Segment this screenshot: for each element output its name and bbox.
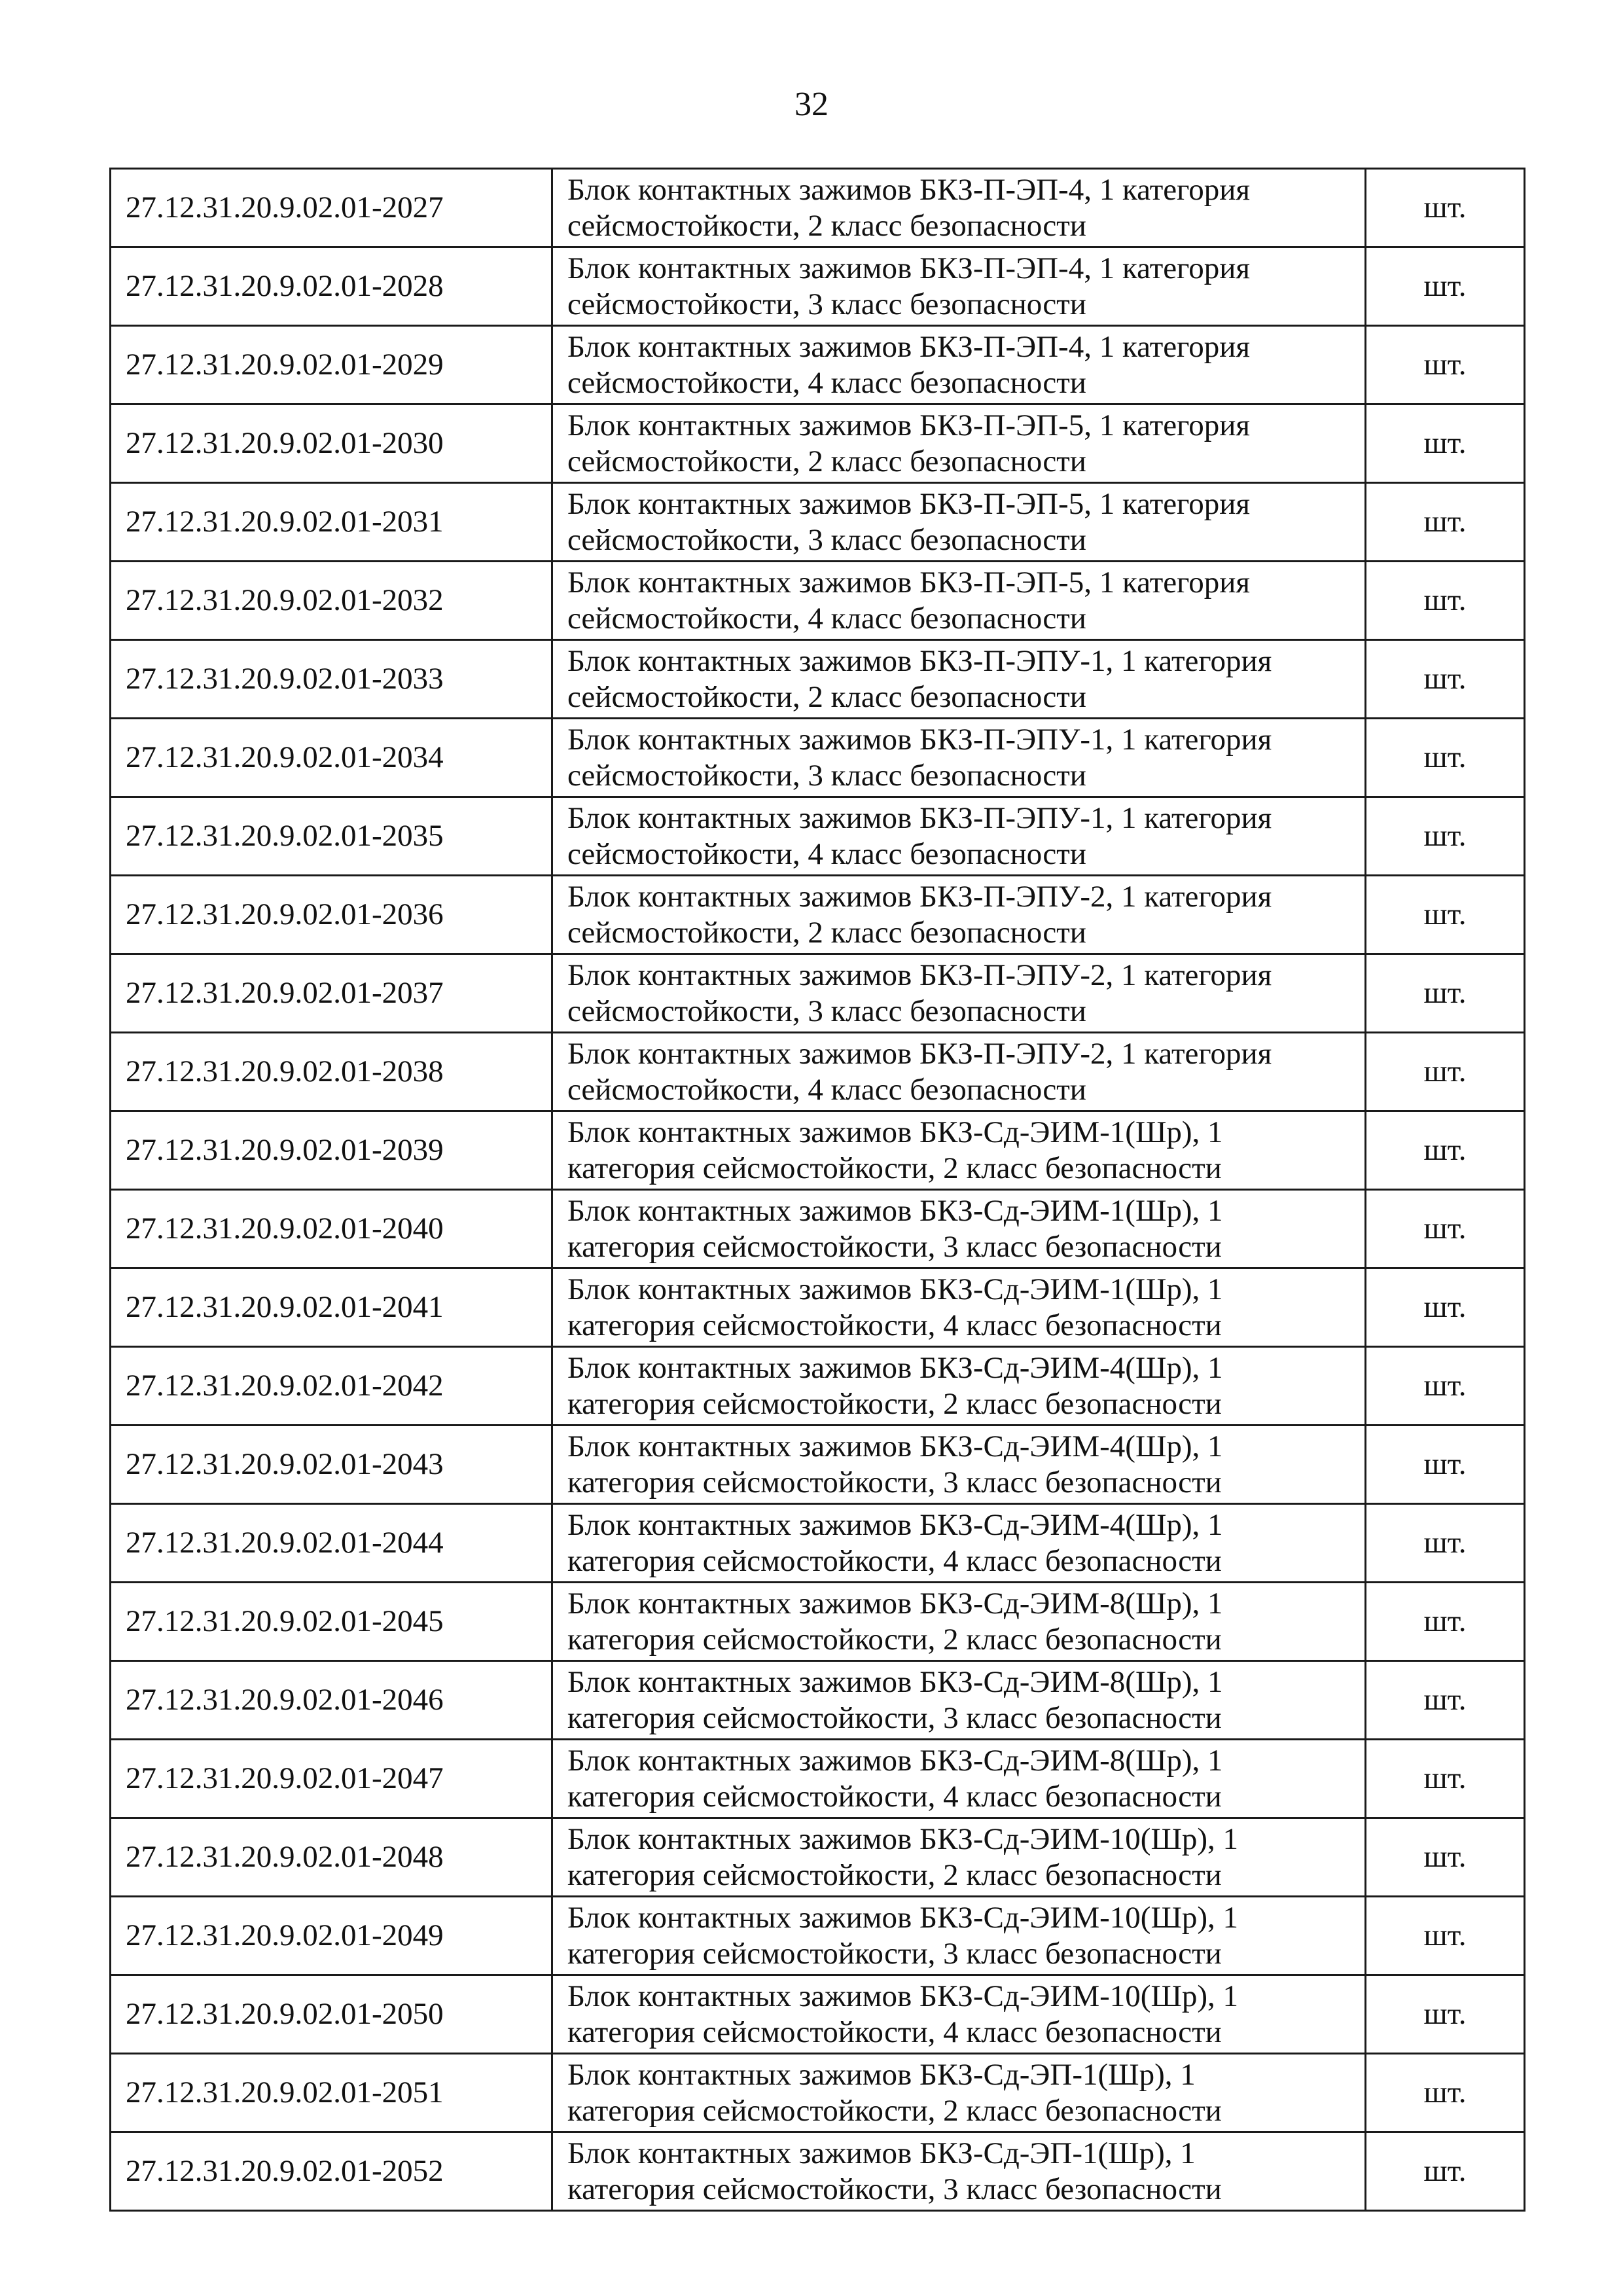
table-row xyxy=(111,1975,1525,2054)
unit-cell: шт. xyxy=(1366,876,1525,954)
name-line-1: Блок контактных зажимов БКЗ-П-ЭПУ-1, 1 категория xyxy=(567,800,1272,835)
code-cell: 27.12.31.20.9.02.01-2033 xyxy=(111,640,552,719)
unit-cell: шт. xyxy=(1366,1661,1525,1740)
name-line-2: категория сейсмостойкости, 2 класс безопасности xyxy=(567,1857,1222,1892)
name-line-2: категория сейсмостойкости, 3 класс безопасности xyxy=(567,1229,1222,1264)
code-cell: 27.12.31.20.9.02.01-2035 xyxy=(111,797,552,876)
name-line-1: Блок контактных зажимов БКЗ-П-ЭП-5, 1 категория xyxy=(567,408,1250,442)
name-line-2: категория сейсмостойкости, 2 класс безопасности xyxy=(567,1151,1222,1185)
name-line-1: Блок контактных зажимов БКЗ-Сд-ЭИМ-4(Шр), 1 xyxy=(567,1507,1223,1542)
table-row xyxy=(111,1426,1525,1504)
code-cell: 27.12.31.20.9.02.01-2039 xyxy=(111,1111,552,1190)
name-cell xyxy=(552,169,1366,247)
unit-cell: шт. xyxy=(1366,1740,1525,1818)
table-row xyxy=(111,1504,1525,1583)
name-line-2: категория сейсмостойкости, 2 класс безопасности xyxy=(567,1386,1222,1421)
name-cell xyxy=(552,1740,1366,1818)
code-cell: 27.12.31.20.9.02.01-2041 xyxy=(111,1268,552,1347)
name-cell xyxy=(552,247,1366,326)
name-line-2: категория сейсмостойкости, 4 класс безопасности xyxy=(567,1779,1222,1814)
code-cell: 27.12.31.20.9.02.01-2049 xyxy=(111,1897,552,1975)
name-cell xyxy=(552,954,1366,1033)
name-line-1: Блок контактных зажимов БКЗ-Сд-ЭИМ-10(Шр), 1 xyxy=(567,1821,1239,1856)
name-line-1: Блок контактных зажимов БКЗ-П-ЭП-4, 1 категория xyxy=(567,251,1250,285)
table-row xyxy=(111,562,1525,640)
unit-cell: шт. xyxy=(1366,1975,1525,2054)
name-cell xyxy=(552,1897,1366,1975)
table-row xyxy=(111,1661,1525,1740)
name-line-1: Блок контактных зажимов БКЗ-Сд-ЭП-1(Шр), 1 xyxy=(567,2057,1196,2092)
code-cell: 27.12.31.20.9.02.01-2029 xyxy=(111,326,552,404)
name-line-2: сейсмостойкости, 2 класс безопасности xyxy=(567,208,1086,243)
table-row xyxy=(111,1897,1525,1975)
name-line-2: категория сейсмостойкости, 2 класс безопасности xyxy=(567,2093,1222,2128)
code-cell: 27.12.31.20.9.02.01-2044 xyxy=(111,1504,552,1583)
name-line-2: категория сейсмостойкости, 2 класс безопасности xyxy=(567,1622,1222,1657)
name-cell xyxy=(552,2132,1366,2211)
table-body xyxy=(111,169,1525,2211)
name-line-1: Блок контактных зажимов БКЗ-Сд-ЭИМ-1(Шр), 1 xyxy=(567,1115,1223,1149)
unit-cell: шт. xyxy=(1366,247,1525,326)
table-row xyxy=(111,1818,1525,1897)
unit-cell: шт. xyxy=(1366,1268,1525,1347)
table-row xyxy=(111,1268,1525,1347)
name-line-1: Блок контактных зажимов БКЗ-Сд-ЭП-1(Шр), 1 xyxy=(567,2136,1196,2170)
name-line-1: Блок контактных зажимов БКЗ-П-ЭПУ-1, 1 категория xyxy=(567,722,1272,757)
code-cell: 27.12.31.20.9.02.01-2048 xyxy=(111,1818,552,1897)
code-cell: 27.12.31.20.9.02.01-2047 xyxy=(111,1740,552,1818)
table-row xyxy=(111,1111,1525,1190)
name-cell xyxy=(552,1504,1366,1583)
name-cell xyxy=(552,640,1366,719)
name-line-1: Блок контактных зажимов БКЗ-П-ЭП-4, 1 категория xyxy=(567,172,1250,207)
name-cell xyxy=(552,1818,1366,1897)
name-cell xyxy=(552,1583,1366,1661)
name-line-2: сейсмостойкости, 2 класс безопасности xyxy=(567,679,1086,714)
table-row xyxy=(111,1347,1525,1426)
unit-cell: шт. xyxy=(1366,404,1525,483)
code-cell: 27.12.31.20.9.02.01-2032 xyxy=(111,562,552,640)
table-row xyxy=(111,1033,1525,1111)
table-row xyxy=(111,1583,1525,1661)
name-line-1: Блок контактных зажимов БКЗ-П-ЭПУ-2, 1 категория xyxy=(567,958,1272,992)
name-line-2: сейсмостойкости, 3 класс безопасности xyxy=(567,287,1086,321)
code-cell: 27.12.31.20.9.02.01-2036 xyxy=(111,876,552,954)
name-line-2: категория сейсмостойкости, 3 класс безопасности xyxy=(567,1936,1222,1971)
name-line-2: категория сейсмостойкости, 4 класс безопасности xyxy=(567,1308,1222,1342)
name-line-2: сейсмостойкости, 4 класс безопасности xyxy=(567,601,1086,636)
name-line-1: Блок контактных зажимов БКЗ-П-ЭП-5, 1 категория xyxy=(567,486,1250,521)
name-line-1: Блок контактных зажимов БКЗ-Сд-ЭИМ-8(Шр), 1 xyxy=(567,1743,1223,1778)
unit-cell: шт. xyxy=(1366,2132,1525,2211)
name-line-2: категория сейсмостойкости, 4 класс безопасности xyxy=(567,1543,1222,1578)
unit-cell: шт. xyxy=(1366,1426,1525,1504)
unit-cell: шт. xyxy=(1366,2054,1525,2132)
table-row xyxy=(111,954,1525,1033)
page-number: 32 xyxy=(794,86,829,123)
table-row xyxy=(111,876,1525,954)
name-cell xyxy=(552,797,1366,876)
name-line-1: Блок контактных зажимов БКЗ-П-ЭП-5, 1 категория xyxy=(567,565,1250,600)
name-line-1: Блок контактных зажимов БКЗ-Сд-ЭИМ-8(Шр), 1 xyxy=(567,1664,1223,1699)
table-row xyxy=(111,797,1525,876)
unit-cell: шт. xyxy=(1366,1033,1525,1111)
name-line-1: Блок контактных зажимов БКЗ-Сд-ЭИМ-4(Шр), 1 xyxy=(567,1350,1223,1385)
unit-cell: шт. xyxy=(1366,954,1525,1033)
name-line-2: сейсмостойкости, 4 класс безопасности xyxy=(567,836,1086,871)
code-cell: 27.12.31.20.9.02.01-2051 xyxy=(111,2054,552,2132)
table-row xyxy=(111,247,1525,326)
code-cell: 27.12.31.20.9.02.01-2031 xyxy=(111,483,552,562)
name-line-2: сейсмостойкости, 3 класс безопасности xyxy=(567,522,1086,557)
unit-cell: шт. xyxy=(1366,169,1525,247)
unit-cell: шт. xyxy=(1366,1111,1525,1190)
name-line-2: категория сейсмостойкости, 4 класс безопасности xyxy=(567,2015,1222,2049)
code-cell: 27.12.31.20.9.02.01-2034 xyxy=(111,719,552,797)
name-line-1: Блок контактных зажимов БКЗ-Сд-ЭИМ-4(Шр), 1 xyxy=(567,1429,1223,1463)
table-row xyxy=(111,2132,1525,2211)
code-cell: 27.12.31.20.9.02.01-2043 xyxy=(111,1426,552,1504)
table-row xyxy=(111,169,1525,247)
unit-cell: шт. xyxy=(1366,1818,1525,1897)
code-cell: 27.12.31.20.9.02.01-2038 xyxy=(111,1033,552,1111)
name-line-1: Блок контактных зажимов БКЗ-П-ЭПУ-2, 1 категория xyxy=(567,1036,1272,1071)
name-line-1: Блок контактных зажимов БКЗ-П-ЭПУ-2, 1 категория xyxy=(567,879,1272,914)
name-line-1: Блок контактных зажимов БКЗ-Сд-ЭИМ-10(Шр), 1 xyxy=(567,1900,1239,1935)
name-cell xyxy=(552,1111,1366,1190)
code-cell: 27.12.31.20.9.02.01-2030 xyxy=(111,404,552,483)
code-cell: 27.12.31.20.9.02.01-2037 xyxy=(111,954,552,1033)
name-line-2: сейсмостойкости, 2 класс безопасности xyxy=(567,915,1086,950)
name-line-2: категория сейсмостойкости, 3 класс безопасности xyxy=(567,2172,1222,2206)
table-row xyxy=(111,483,1525,562)
unit-cell: шт. xyxy=(1366,1190,1525,1268)
name-line-2: категория сейсмостойкости, 3 класс безопасности xyxy=(567,1700,1222,1735)
name-cell xyxy=(552,719,1366,797)
unit-cell: шт. xyxy=(1366,1583,1525,1661)
table-row xyxy=(111,640,1525,719)
name-cell xyxy=(552,404,1366,483)
table-row xyxy=(111,1190,1525,1268)
name-line-1: Блок контактных зажимов БКЗ-Сд-ЭИМ-10(Шр), 1 xyxy=(567,1979,1239,2013)
name-line-2: сейсмостойкости, 4 класс безопасности xyxy=(567,1072,1086,1107)
name-line-2: сейсмостойкости, 4 класс безопасности xyxy=(567,365,1086,400)
unit-cell: шт. xyxy=(1366,483,1525,562)
name-line-2: сейсмостойкости, 3 класс безопасности xyxy=(567,994,1086,1028)
name-line-2: категория сейсмостойкости, 3 класс безопасности xyxy=(567,1465,1222,1499)
unit-cell: шт. xyxy=(1366,797,1525,876)
name-cell xyxy=(552,876,1366,954)
unit-cell: шт. xyxy=(1366,719,1525,797)
code-cell: 27.12.31.20.9.02.01-2042 xyxy=(111,1347,552,1426)
table-row xyxy=(111,719,1525,797)
unit-cell: шт. xyxy=(1366,562,1525,640)
name-cell xyxy=(552,562,1366,640)
name-line-1: Блок контактных зажимов БКЗ-П-ЭПУ-1, 1 категория xyxy=(567,643,1272,678)
code-cell: 27.12.31.20.9.02.01-2028 xyxy=(111,247,552,326)
table-row xyxy=(111,326,1525,404)
name-cell xyxy=(552,1975,1366,2054)
code-cell: 27.12.31.20.9.02.01-2027 xyxy=(111,169,552,247)
name-cell xyxy=(552,1190,1366,1268)
unit-cell: шт. xyxy=(1366,1347,1525,1426)
unit-cell: шт. xyxy=(1366,1504,1525,1583)
name-line-1: Блок контактных зажимов БКЗ-П-ЭП-4, 1 категория xyxy=(567,329,1250,364)
name-line-1: Блок контактных зажимов БКЗ-Сд-ЭИМ-1(Шр), 1 xyxy=(567,1193,1223,1228)
unit-cell: шт. xyxy=(1366,326,1525,404)
unit-cell: шт. xyxy=(1366,1897,1525,1975)
name-cell xyxy=(552,1661,1366,1740)
table-row xyxy=(111,2054,1525,2132)
code-cell: 27.12.31.20.9.02.01-2046 xyxy=(111,1661,552,1740)
name-cell xyxy=(552,1347,1366,1426)
unit-cell: шт. xyxy=(1366,640,1525,719)
code-cell: 27.12.31.20.9.02.01-2050 xyxy=(111,1975,552,2054)
name-line-2: сейсмостойкости, 3 класс безопасности xyxy=(567,758,1086,793)
table-row xyxy=(111,1740,1525,1818)
code-cell: 27.12.31.20.9.02.01-2045 xyxy=(111,1583,552,1661)
name-line-2: сейсмостойкости, 2 класс безопасности xyxy=(567,444,1086,478)
classifier-table xyxy=(109,168,1525,2212)
name-cell xyxy=(552,1033,1366,1111)
name-cell xyxy=(552,1268,1366,1347)
code-cell: 27.12.31.20.9.02.01-2052 xyxy=(111,2132,552,2211)
code-cell: 27.12.31.20.9.02.01-2040 xyxy=(111,1190,552,1268)
name-cell xyxy=(552,2054,1366,2132)
name-line-1: Блок контактных зажимов БКЗ-Сд-ЭИМ-8(Шр), 1 xyxy=(567,1586,1223,1621)
name-cell xyxy=(552,1426,1366,1504)
name-line-1: Блок контактных зажимов БКЗ-Сд-ЭИМ-1(Шр), 1 xyxy=(567,1272,1223,1306)
name-cell xyxy=(552,326,1366,404)
name-cell xyxy=(552,483,1366,562)
table-row xyxy=(111,404,1525,483)
